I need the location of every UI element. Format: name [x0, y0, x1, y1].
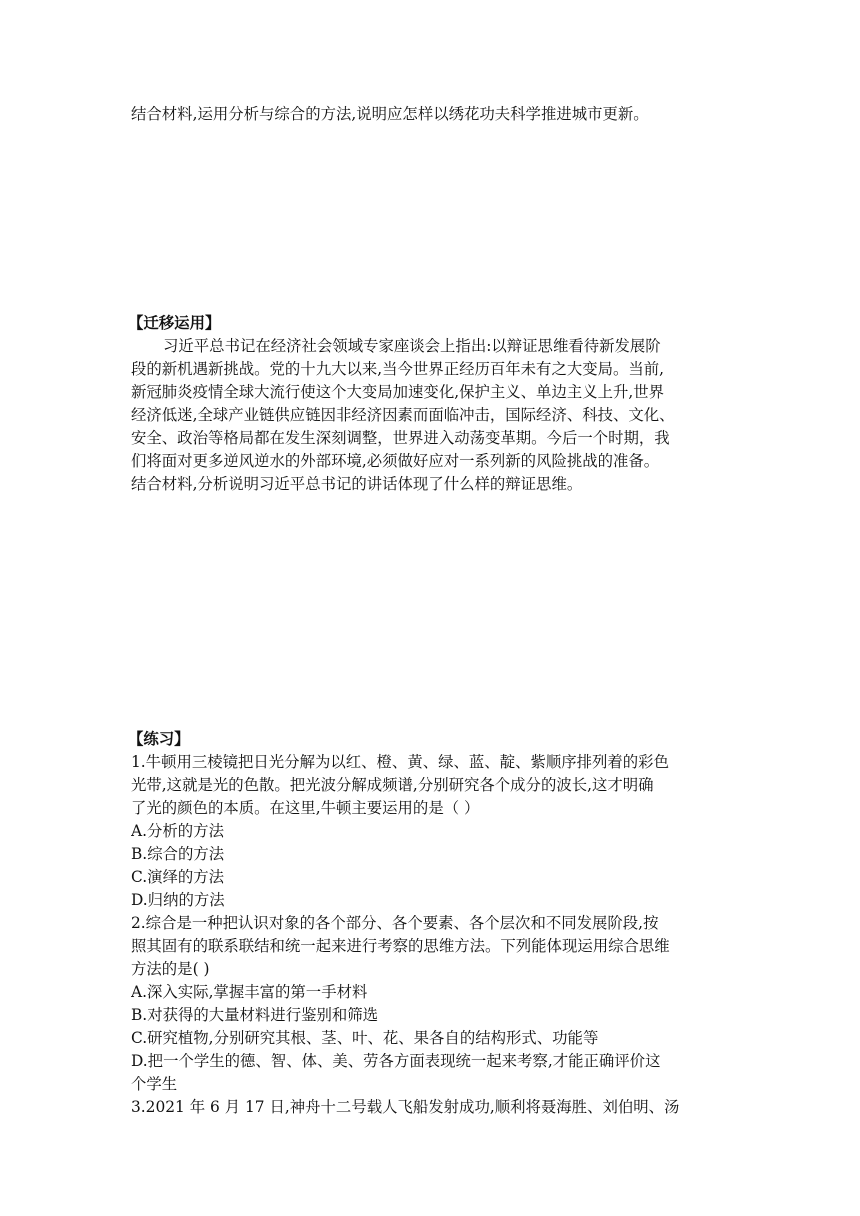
question-2-line: 照其固有的联系联结和统一起来进行考察的思维方法。下列能体现运用综合思维	[131, 937, 670, 955]
transfer-line: 经济低迷,全球产业链供应链因非经济因素而面临冲击，国际经济、科技、文化、	[131, 406, 675, 424]
question-2-option-d-continued: 个学生	[131, 1075, 178, 1093]
question-1-line: 1.牛顿用三棱镜把日光分解为以红、橙、黄、绿、蓝、靛、紫顺序排列着的彩色	[131, 753, 669, 771]
transfer-line: 新冠肺炎疫情全球大流行使这个大变局加速变化,保护主义、单边主义上升,世界	[131, 383, 665, 401]
transfer-line: 结合材料,分析说明习近平总书记的讲话体现了什么样的辩证思维。	[131, 475, 583, 493]
question-3-line: 3.2021 年 6 月 17 日,神舟十二号载人飞船发射成功,顺利将聂海胜、刘伯明、汤	[131, 1098, 680, 1116]
question-1-option-b: B.综合的方法	[131, 845, 225, 863]
question-2-option-c: C.研究植物,分别研究其根、茎、叶、花、果各自的结构形式、功能等	[131, 1029, 599, 1047]
intro-task-text: 结合材料,运用分析与综合的方法,说明应怎样以绣花功夫科学推进城市更新。	[131, 105, 649, 123]
question-1-option-c: C.演绎的方法	[131, 868, 225, 886]
question-2-line: 2.综合是一种把认识对象的各个部分、各个要素、各个层次和不同发展阶段,按	[131, 914, 659, 932]
transfer-line: 段的新机遇新挑战。党的十九大以来,当今世界正经历百年未有之大变局。当前,	[131, 360, 665, 378]
question-1-option-a: A.分析的方法	[131, 822, 224, 840]
question-2-option-a: A.深入实际,掌握丰富的第一手材料	[131, 983, 368, 1001]
transfer-line: 习近平总书记在经济社会领域专家座谈会上指出:以辩证思维看待新发展阶	[163, 337, 661, 355]
exercise-heading: 【练习】	[128, 730, 190, 748]
question-1-line: 了光的颜色的本质。在这里,牛顿主要运用的是（ ）	[131, 799, 480, 817]
transfer-heading: 【迁移运用】	[128, 314, 221, 332]
question-1-option-d: D.归纳的方法	[131, 891, 225, 909]
question-1-line: 光带,这就是光的色散。把光波分解成频谱,分别研究各个成分的波长,这才明确	[131, 776, 654, 794]
transfer-line: 安全、政治等格局都在发生深刻调整，世界进入动荡变革期。今后一个时期，我	[131, 429, 670, 447]
question-2-line: 方法的是( )	[131, 960, 210, 978]
question-2-option-d: D.把一个学生的德、智、体、美、劳各方面表现统一起来考察,才能正确评价这	[131, 1052, 661, 1070]
transfer-line: 们将面对更多逆风逆水的外部环境,必须做好应对一系列新的风险挑战的准备。	[131, 452, 660, 470]
question-2-option-b: B.对获得的大量材料进行鉴别和筛选	[131, 1006, 379, 1024]
